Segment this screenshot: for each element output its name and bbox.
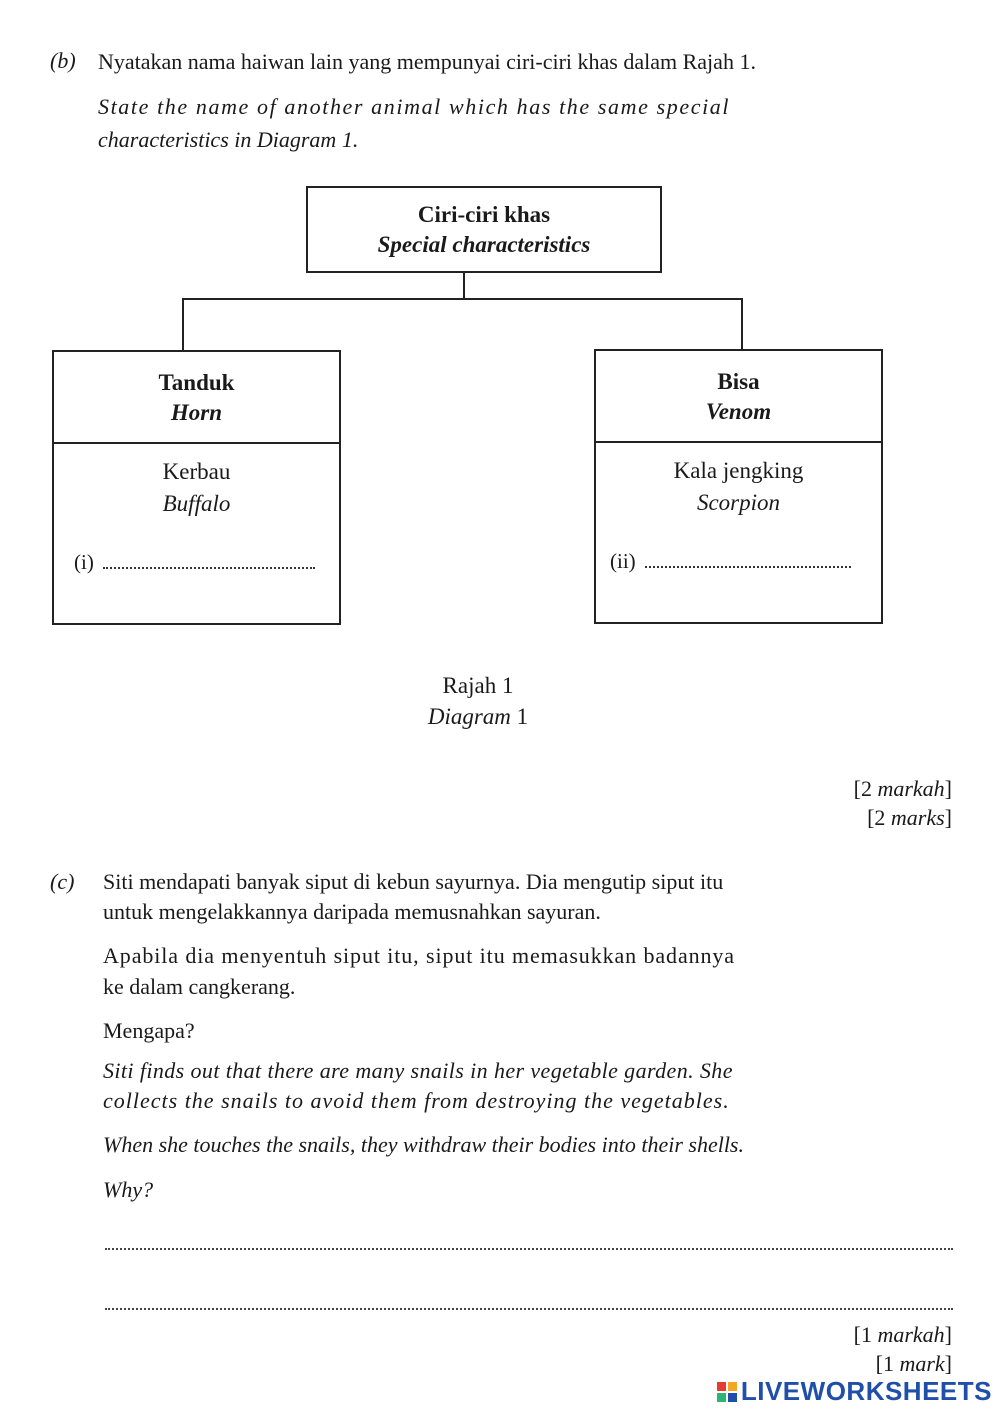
marks-b-close-1: ] [944, 776, 952, 801]
marks-b-malay-num: [2 [853, 776, 872, 801]
part-c-malay-2a: Apabila dia menyentuh siput itu, siput itu memasukkan badannya [103, 943, 735, 968]
answer-i-blank[interactable] [103, 567, 315, 569]
marks-b [854, 774, 952, 832]
liveworksheets-logo-text: LIVEWORKSHEETS [740, 1376, 992, 1406]
part-b-english-2: characteristics in Diagram 1. [98, 127, 359, 152]
scorpion-malay: Kala jengking [673, 458, 804, 483]
answer-ii [610, 549, 851, 574]
connector-left [182, 298, 184, 352]
root-box [306, 186, 662, 273]
scorpion-english: Scorpion [696, 490, 781, 515]
marks-c [854, 1320, 952, 1378]
horn-box [52, 350, 341, 625]
connector-vertical-root [463, 273, 465, 299]
venom-box [594, 349, 883, 624]
answer-i [74, 550, 315, 575]
answer-line-2[interactable] [105, 1308, 953, 1310]
marks-c-close-2: ] [944, 1351, 952, 1376]
part-c-english-1b: collects the snails to avoid them from destroying the vegetables. [103, 1088, 730, 1113]
caption-english-num: 1 [516, 704, 529, 729]
connector-right [741, 298, 743, 350]
answer-i-label: (i) [74, 550, 94, 574]
marks-c-close-1: ] [944, 1322, 952, 1347]
part-c-malay-1b: untuk mengelakkannya daripada memusnahkan sayuran. [103, 899, 601, 924]
caption-malay: Rajah 1 [442, 673, 514, 698]
root-malay: Ciri-ciri khas [417, 202, 551, 227]
liveworksheets-logo[interactable] [717, 1376, 992, 1407]
root-english: Special characteristics [377, 232, 591, 257]
part-c-malay-2b: ke dalam cangkerang. [103, 974, 296, 999]
answer-ii-blank[interactable] [645, 566, 851, 568]
marks-b-english-word: marks [890, 805, 945, 830]
buffalo-malay: Kerbau [162, 459, 231, 484]
part-b-label: (b) [50, 48, 76, 73]
horn-english: Horn [170, 400, 223, 425]
marks-c-english-word: mark [899, 1351, 945, 1376]
part-c-malay-question: Mengapa? [103, 1018, 195, 1043]
part-c-english-2: When she touches the snails, they withdraw their bodies into their shells. [103, 1132, 744, 1157]
marks-b-close-2: ] [944, 805, 952, 830]
liveworksheets-logo-icon [717, 1382, 737, 1402]
horn-malay: Tanduk [158, 370, 235, 395]
part-c-english-1a: Siti finds out that there are many snails in her vegetable garden. She [103, 1058, 733, 1083]
marks-b-malay-word: markah [877, 776, 945, 801]
answer-ii-label: (ii) [610, 549, 636, 573]
marks-c-malay-word: markah [877, 1322, 945, 1347]
marks-c-english-num: [1 [875, 1351, 894, 1376]
diagram-caption [378, 670, 578, 732]
venom-english: Venom [705, 399, 772, 424]
marks-c-malay-num: [1 [853, 1322, 872, 1347]
connector-horizontal [182, 298, 743, 300]
part-c-english-question: Why? [103, 1177, 154, 1202]
marks-b-english-num: [2 [867, 805, 886, 830]
part-c-malay-1a: Siti mendapati banyak siput di kebun sayurnya. Dia mengutip siput itu [103, 869, 724, 894]
buffalo-english: Buffalo [162, 491, 231, 516]
part-b-malay: Nyatakan nama haiwan lain yang mempunyai ciri-ciri khas dalam Rajah 1. [98, 49, 756, 74]
venom-malay: Bisa [717, 369, 760, 394]
caption-english-word: Diagram [427, 704, 511, 729]
part-b-english-1: State the name of another animal which has the same special [98, 94, 731, 119]
answer-line-1[interactable] [105, 1248, 953, 1250]
part-c-label: (c) [50, 869, 75, 894]
